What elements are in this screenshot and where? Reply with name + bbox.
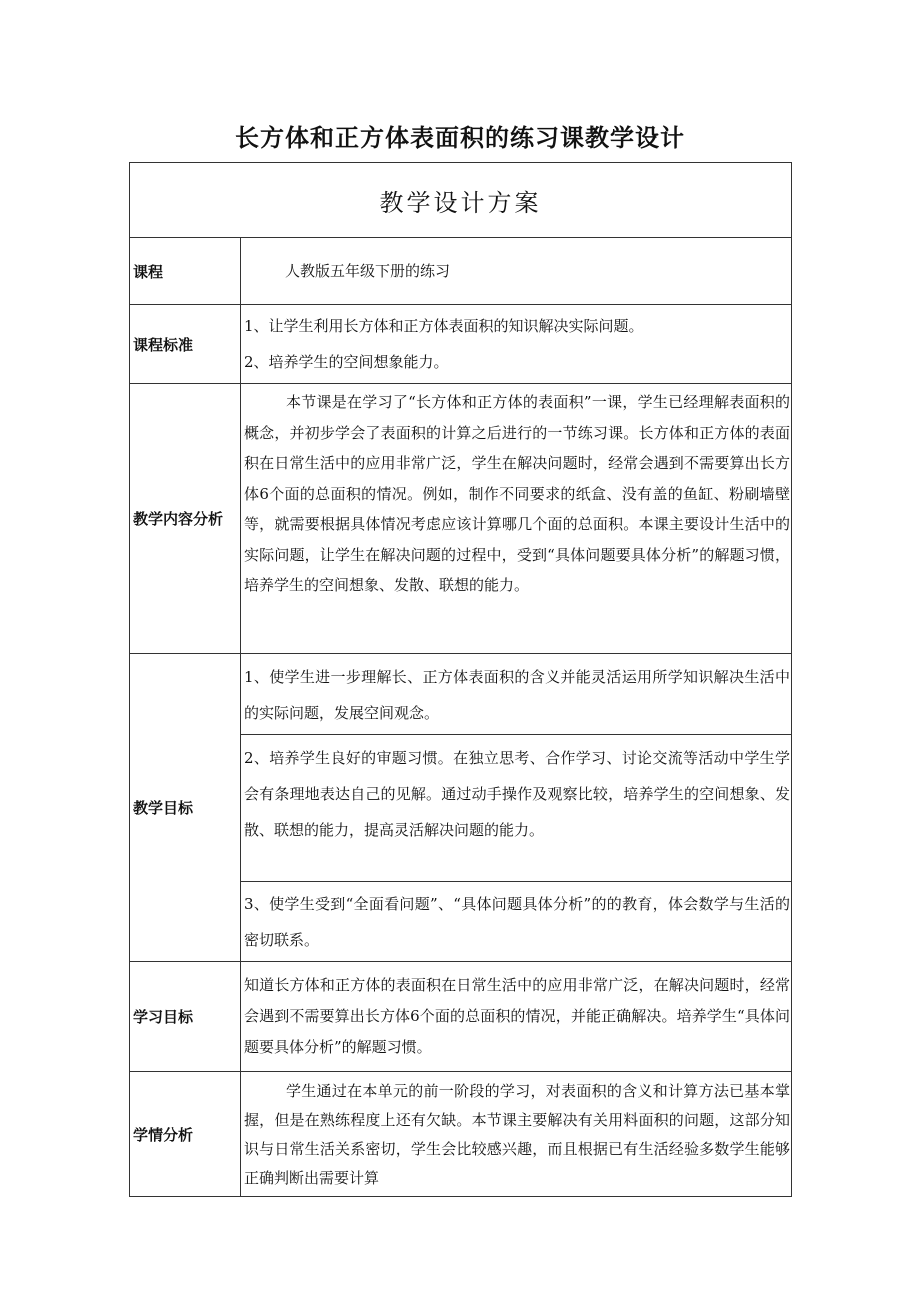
teaching-goal-3: 3、使学生受到“全面看问题”、“具体问题具体分析”的的教育，体会数学与生活的密切联系。 [241, 882, 792, 962]
learning-goals-text: 知道长方体和正方体的表面积在日常生活中的应用非常广泛，在解决问题时，经常会遇到不需要算出长方体6个面的总面积的情况，并能正确解决。培养学生“具体问题要具体分析”的解题习惯。 [241, 962, 792, 1072]
teaching-goals-label: 教学目标 [130, 654, 241, 962]
standard-label: 课程标准 [130, 305, 241, 384]
learning-goals-label: 学习目标 [130, 962, 241, 1072]
lesson-plan-table [129, 162, 792, 1197]
teaching-goal-row-1 [130, 654, 792, 735]
learner-analysis-cell [241, 1072, 792, 1197]
course-value: 人教版五年级下册的练习 [241, 238, 792, 305]
content-analysis-text: 本节课是在学习了“长方体和正方体的表面积”一课，学生已经理解表面积的概念，并初步学会了表面积的计算之后进行的一节练习课。长方体和正方体的表面积在日常生活中的应用非常广泛，学生在解决问题时，经常会遇到不需要算出长方体6个面的总面积的情况。例如，制作不同要求的纸盒、没有盖的鱼缸、粉刷墙壁等，就需要根据具体情况考虑应该计算哪几个面的总面积。本课主要设计生活中的实际问题，让学生在解决问题的过程中，受到“具体问题要具体分析”的解题习惯，培养学生的空间想象、发散、联想的能力。 [244, 393, 790, 594]
standard-item-1: 1、让学生利用长方体和正方体表面积的知识解决实际问题。 [244, 317, 644, 335]
learning-goals-row [130, 962, 792, 1072]
content-analysis-row [130, 384, 792, 654]
table-header-row [130, 163, 792, 238]
teaching-goal-1: 1、使学生进一步理解长、正方体表面积的含义并能灵活运用所学知识解决生活中的实际问题，发展空间观念。 [241, 654, 792, 735]
learner-analysis-text: 学生通过在本单元的前一阶段的学习，对表面积的含义和计算方法已基本掌握，但是在熟练程度上还有欠缺。本节课主要解决有关用料面积的问题，这部分知识与日常生活关系密切，学生会比较感兴趣，而且根据已有生活经验多数学生能够正确判断出需要计算 [244, 1082, 790, 1187]
learner-analysis-label: 学情分析 [130, 1072, 241, 1197]
learner-analysis-row [130, 1072, 792, 1197]
standard-item-2: 2、培养学生的空间想象能力。 [244, 353, 449, 371]
teaching-goal-2: 2、培养学生良好的审题习惯。在独立思考、合作学习、讨论交流等活动中学生学会有条理地表达自己的见解。通过动手操作及观察比较，培养学生的空间想象、发散、联想的能力，提高灵活解决问题的能力。 [241, 735, 792, 882]
document-title: 长方体和正方体表面积的练习课教学设计 [235, 124, 685, 152]
content-analysis-label: 教学内容分析 [130, 384, 241, 654]
table-header: 教学设计方案 [130, 163, 792, 238]
standard-cell [241, 305, 792, 384]
content-analysis-cell [241, 384, 792, 654]
course-label: 课程 [130, 238, 241, 305]
course-row [130, 238, 792, 305]
standard-row [130, 305, 792, 384]
